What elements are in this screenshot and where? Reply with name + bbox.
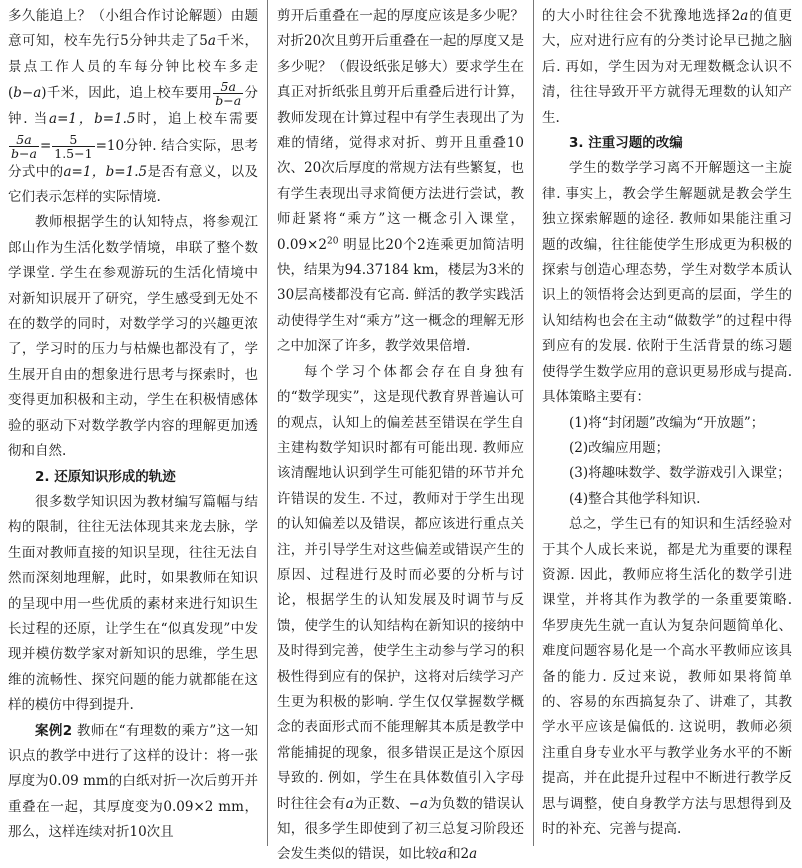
column-divider xyxy=(267,0,268,846)
fraction-5a-over-b-minus-a: $\frac{5a}{b-a}$ xyxy=(11,131,37,161)
strategy-item: (4)整合其他学科知识. xyxy=(569,490,701,507)
paragraph: 总之，学生已有的知识和生活经验对于其个人成长来说，都是尤为重要的课程资源. 因此，教师应将生活化的数学引进课堂，并将其作为教学的一条重要策略. 华罗庚先生就一直认为复杂问题简单化、难度问题容易化是一个高水平教师应该具备的能力. 反过来说，教师如果将简单的、容易的东西搞复杂了、讲难了，其教学水平应该是偏低的. 这说明，教师必须注重自身专业水平与教学业务水平的不断提高，并在此提升过程中不断进行教学反思与调整，使自身教学方法与思想得到及时的补充、完善与提高. xyxy=(542,516,792,837)
case-label: 案例2 xyxy=(35,722,73,739)
column-3 xyxy=(542,4,792,846)
fraction-5a-over-b-minus-a: $\frac{5a}{b-a}$ xyxy=(215,79,242,109)
case-paragraph: 案例2 教师在“有理数的乘方”这一知识点的教学中进行了这样的设计：将一张厚度为0.09 mm的白纸对折一次后剪开并重叠在一起，其厚度变为0.09×2 mm，那么，这样连续对折10次且 xyxy=(8,722,258,841)
paragraph: 学生的数学学习离不开解题这一主旋律. 事实上，教会学生解题就是教会学生独立探索解题的途径. 教师如果能注重习题的改编，往往能使学生形成更为积极的探索与创造心理态势，学生对数学本质认识上的领悟将会达到更高的层面，学生的认知结构也会在主动“做数学”的过程中得到应有的发展. 依附于生活背景的练习题使得学生数学应用的意识更易形成与提高. 具体策略主要有： xyxy=(542,160,792,406)
fraction-5-over-1.5-minus-1: $\frac{5}{1.5-1}$ xyxy=(54,131,93,161)
paragraph-chase-problem: 多久能追上？（小组合作讨论解题）由题意可知，校车先行5分钟共走了5a千米，景点工作人员的车每分钟比校车多走(b−a)千米，因此，追上校车要用 $\frac{5a}{b-a}$ 分钟. 当a=1，b=1.5时，追上校车需要 $\frac{5a}{b-a}$ = $\frac{5}{1.5-1}$ =10分钟. 结合实际，思考分式中的a=1，b=1.5是否有意义，以及它们表示怎样的实际情境. xyxy=(8,8,259,206)
paragraph: 每个学习个体都会存在自身独有的“数学现实”，这是现代教育界普遍认可的观点，认知上的偏差甚至错误在学生自主建构数学知识时都有可能出现. 教师应该清醒地认识到学生可能犯错的环节并允许错误的发生. 不过，教师对于学生出现的认知偏差以及错误，都应该进行重点关注，并引导学生对这些偏差或错误产生的原因、过程进行及时而必要的分析与讨论，根据学生的认知发展及时调节与反馈，使学生的认知结构在新知识的接纳中及时得到完善，使学生主动参与学习的积极性得到应有的保护，这将对后续学习产生更为积极的影响. 学生仅仅掌握数学概念的表面形式而不能理解其本质是教学中常能捕捉的现象，很多错误正是这个原因导致的. 例如，学生在具体数值引入字母时往往会有a为正数、−a为负数的错误认知，很多学生即使到了初三总复习阶段还会发生类似的错误，如比较a和2a xyxy=(277,363,525,863)
column-divider xyxy=(533,0,534,846)
section-heading-2: 2. 还原知识形成的轨迹 xyxy=(35,468,176,485)
section-heading-3: 3. 注重习题的改编 xyxy=(569,135,683,152)
paragraph: 很多数学知识因为教材编写篇幅与结构的限制，往往无法体现其来龙去脉，学生面对教师直接的知识呈现，往往无法自然而深刻地理解，此时，如果教师在知识的呈现中用一些优质的素材来进行知识生长过程的还原，让学生在“似真发现”中发现并模仿数学家对新知识的思维，学生思维的流畅性、探究问题的能力就都能在这样的模仿中得到提升. xyxy=(8,493,258,714)
strategy-item: (1)将“封闭题”改编为“开放题”； xyxy=(569,414,765,431)
paragraph: 剪开后重叠在一起的厚度应该是多少呢？对折20次且剪开后重叠在一起的厚度又是多少呢？（假设纸张足够大）要求学生在真正对折纸张且剪开后重叠后进行计算，教师发现在计算过程中有学生表现出了为难的情绪，觉得求对折、剪开且重叠10次、20次后厚度的常规方法有些繁复，也有学生表现出寻求简便方法进行尝试，教师赶紧将“乘方”这一概念引入课堂，$0.09\times 2^{20}$ 明显比20个2连乘更加简洁明快，结果为94.37184 km，楼层为3米的30层高楼都没有它高. 鲜活的教学实践活动使得学生对“乘方”这一概念的理解无形之中加深了许多，教学效果倍增. xyxy=(277,8,524,355)
column-1 xyxy=(8,4,258,846)
paragraph: 的大小时往往会不犹豫地选择2a的值更大，应对进行应有的分类讨论早已抛之脑后. 再如，学生因为对无理数概念认识不清，往往导致开平方就得无理数的认知产生. xyxy=(542,8,793,126)
column-2 xyxy=(277,4,525,863)
strategy-item: (2)改编应用题； xyxy=(569,439,670,456)
strategy-item: (3)将趣味数学、数学游戏引入课堂； xyxy=(569,465,791,482)
paragraph: 教师根据学生的认知特点，将参观江郎山作为生活化数学情境，串联了整个数学课堂. 学生在参观游玩的生活化情境中对新知识展开了研究，学生感受到无处不在的数学的同时，对数学学习的兴趣更浓了，学习时的压力与枯燥也都没有了，学生展开自由的想象进行思考与探索时，也变得更加积极和主动，学生在积极情感体验的驱动下对数学教学内容的理解更加透彻和自然. xyxy=(8,214,258,460)
